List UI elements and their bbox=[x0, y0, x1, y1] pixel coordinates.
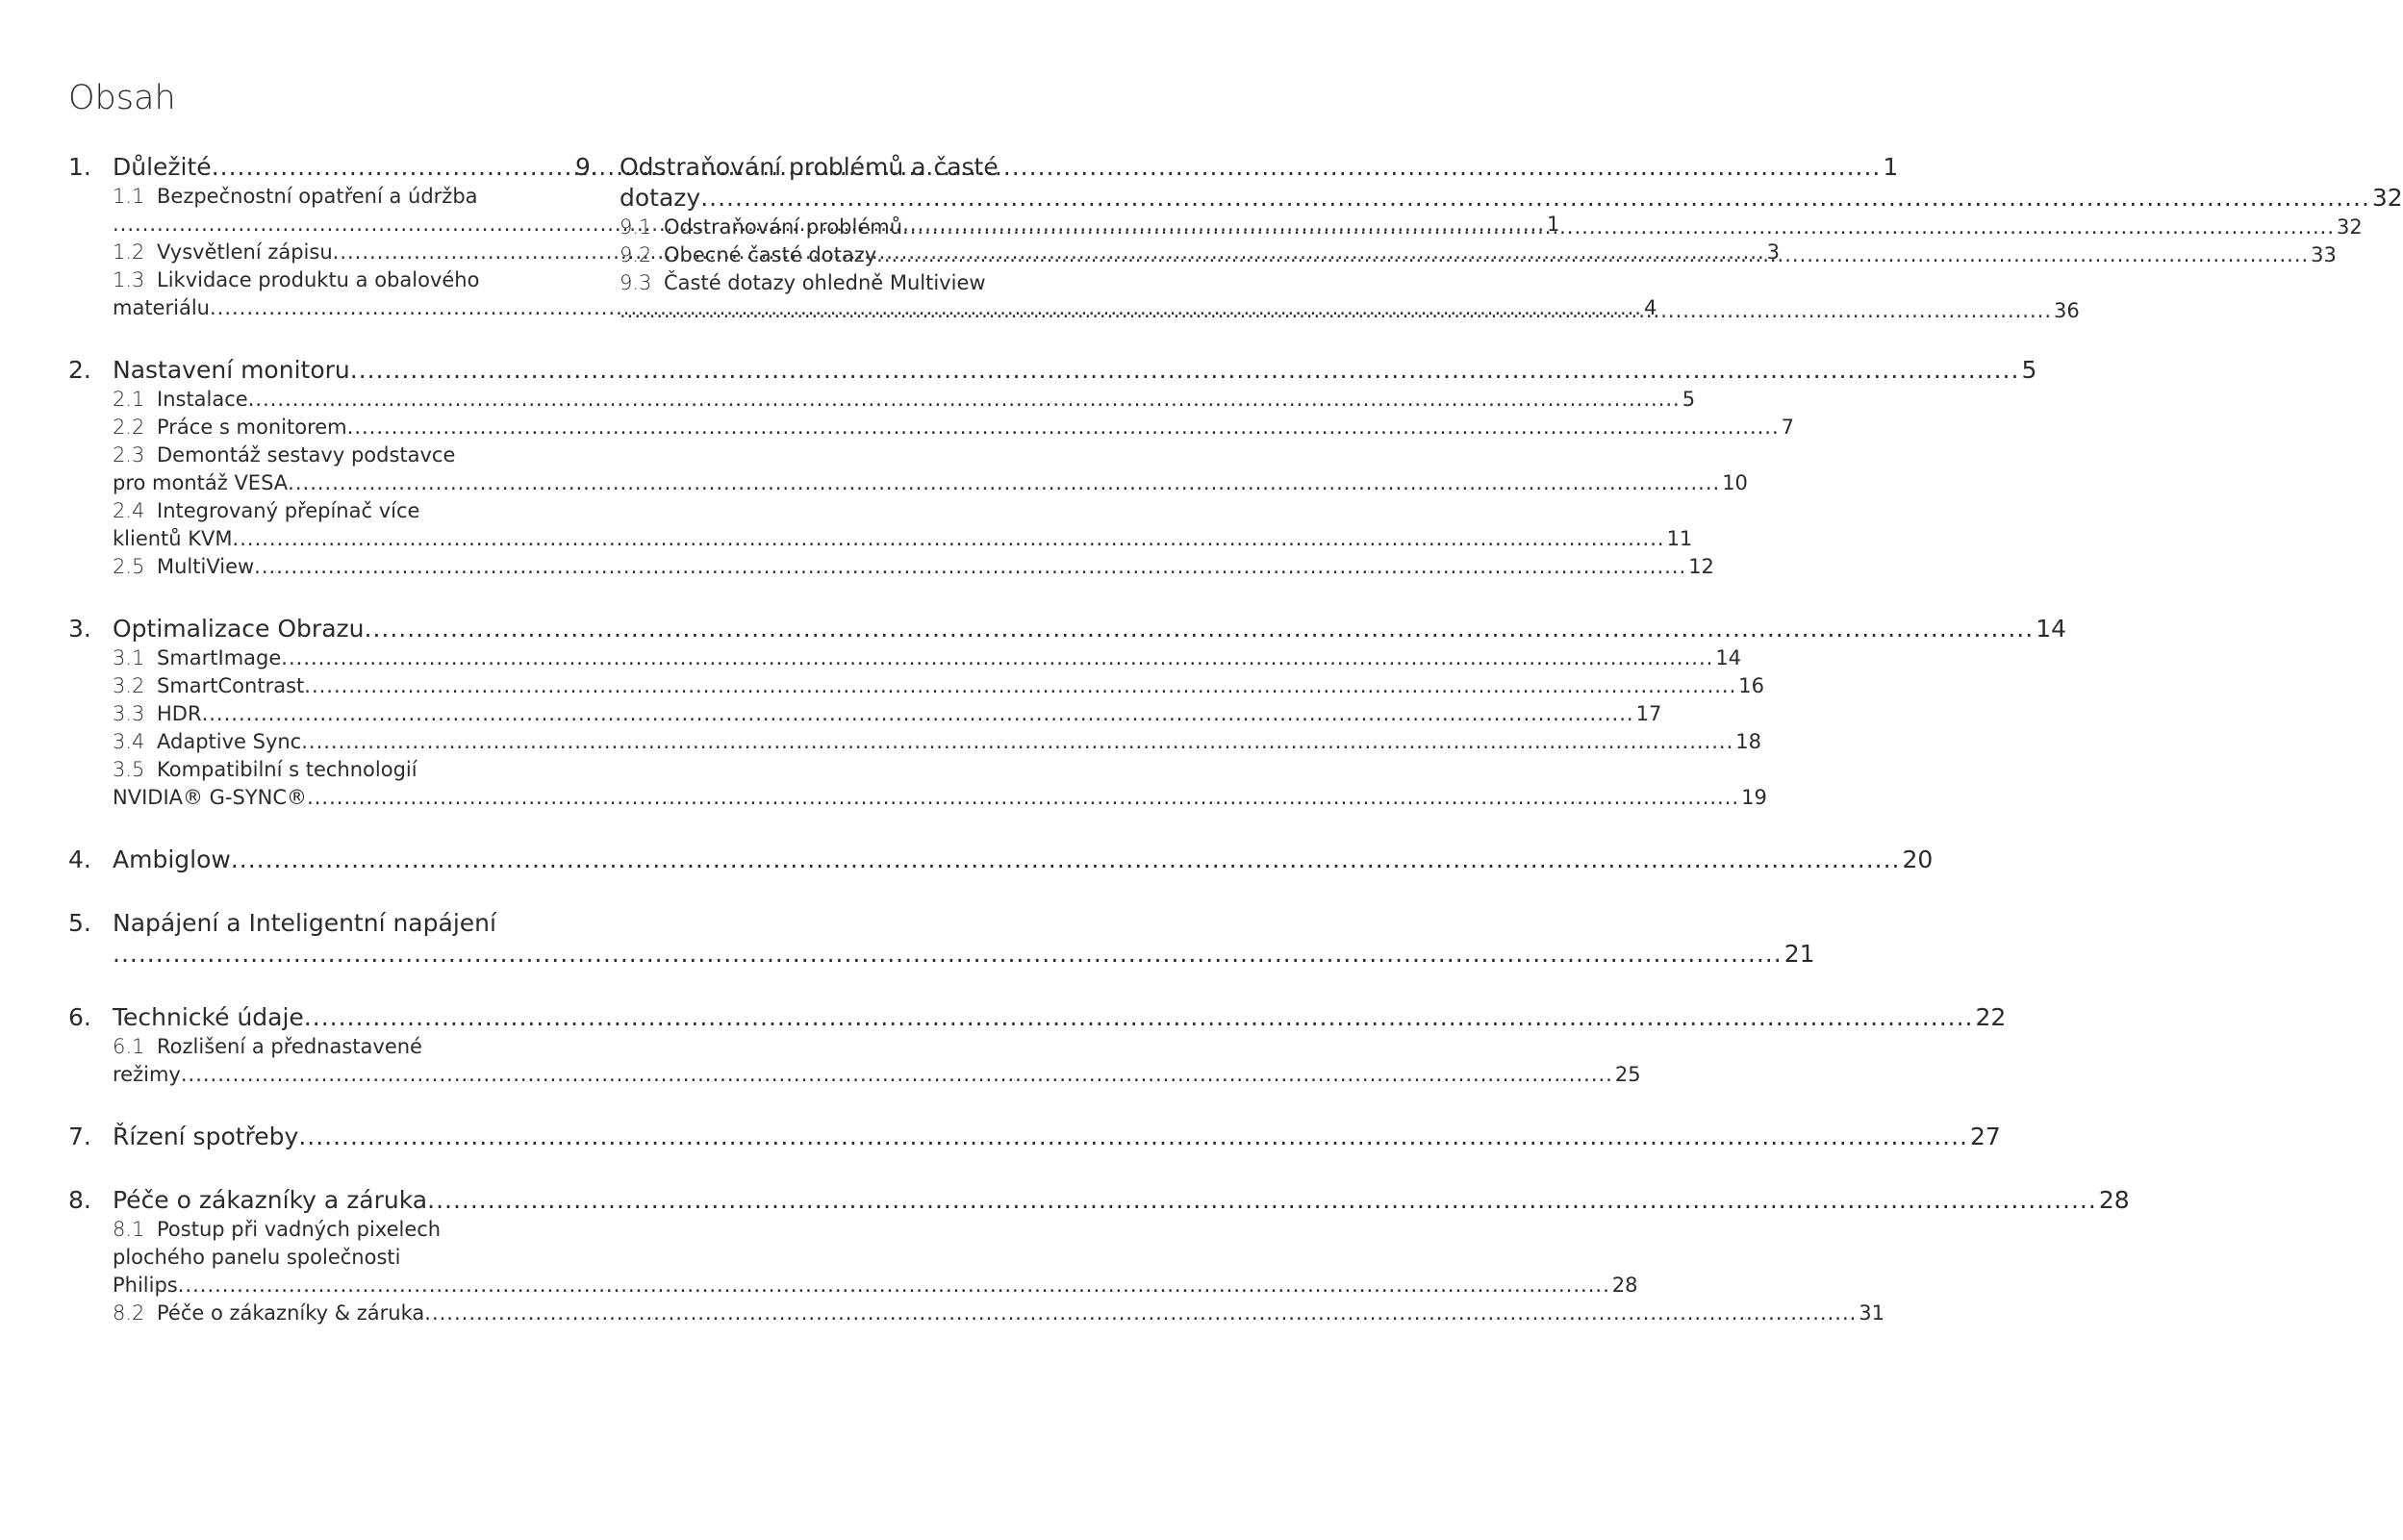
toc-subsection-entry[interactable] bbox=[68, 1272, 1638, 1300]
chapter-title: Důležité bbox=[113, 153, 212, 181]
chapter-number: 5. bbox=[68, 909, 91, 937]
subsection-title: Postup při vadných pixelech bbox=[157, 1218, 442, 1241]
toc-section bbox=[68, 1185, 2130, 1327]
subsection-number: 3.1 bbox=[113, 646, 145, 669]
toc-subsection-entry[interactable] bbox=[68, 183, 509, 211]
toc-subsection-entry[interactable] bbox=[575, 269, 1016, 297]
subsection-page-number: 17 bbox=[1635, 702, 1662, 725]
chapter-number: 3. bbox=[68, 615, 91, 643]
toc-chapter-entry[interactable] bbox=[575, 152, 1016, 183]
dot-leader bbox=[301, 728, 1733, 756]
subsection-number: 3.4 bbox=[113, 730, 145, 753]
dot-leader bbox=[350, 355, 2020, 386]
toc-subsection-entry[interactable] bbox=[68, 497, 509, 525]
chapter-title: Péče o zákazníky a záruka bbox=[113, 1186, 428, 1214]
toc-chapter-entry-continued[interactable] bbox=[68, 939, 1815, 970]
toc-subsection-entry[interactable] bbox=[68, 294, 1657, 322]
subsection-title: Časté dotazy ohledně Multiview bbox=[664, 271, 986, 294]
subsection-number: 8.1 bbox=[113, 1218, 145, 1241]
subsection-title: Péče o zákazníky & záruka bbox=[157, 1301, 425, 1325]
chapter-title: Řízení spotřeby bbox=[113, 1123, 299, 1150]
toc-subsection-entry[interactable] bbox=[68, 525, 1693, 553]
subsection-page-number: 5 bbox=[1682, 388, 1696, 411]
toc-subsection-entry[interactable] bbox=[575, 241, 2337, 269]
subsection-page-number: 12 bbox=[1688, 555, 1714, 578]
subsection-page-number: 25 bbox=[1614, 1063, 1641, 1086]
subsection-title: Philips bbox=[113, 1274, 178, 1297]
toc-subsection-entry[interactable] bbox=[68, 700, 1662, 728]
subsection-title: MultiView bbox=[157, 555, 255, 578]
toc-subsection-entry[interactable] bbox=[68, 469, 1748, 497]
dot-leader bbox=[233, 525, 1665, 553]
toc-chapter-entry[interactable] bbox=[68, 908, 509, 939]
chapter-page-number: 22 bbox=[1975, 1003, 2007, 1031]
toc-subsection-entry[interactable] bbox=[575, 214, 2363, 241]
subsection-title: Bezpečnostní opatření a údržba bbox=[157, 185, 478, 208]
subsection-page-number: 4 bbox=[1643, 296, 1657, 319]
toc-subsection-entry[interactable] bbox=[68, 414, 1795, 442]
dot-leader bbox=[424, 1300, 1857, 1327]
dot-leader bbox=[902, 214, 2335, 241]
chapter-title: Odstraňování problémů a časté bbox=[620, 153, 999, 181]
toc-subsection-entry[interactable] bbox=[575, 297, 2080, 325]
subsection-title: NVIDIA® G-SYNC® bbox=[113, 786, 308, 809]
subsection-number: 2.4 bbox=[113, 499, 145, 522]
chapter-number: 4. bbox=[68, 846, 91, 873]
subsection-title: pro montáž VESA bbox=[113, 471, 289, 494]
dot-leader bbox=[254, 553, 1686, 581]
chapter-title: Napájení a Inteligentní napájení bbox=[113, 909, 496, 937]
subsection-number: 3.5 bbox=[113, 758, 145, 781]
subsection-page-number: 18 bbox=[1735, 730, 1761, 753]
toc-subsection-entry[interactable] bbox=[68, 386, 1696, 414]
subsection-number: 1.3 bbox=[113, 268, 145, 291]
dot-leader bbox=[304, 672, 1736, 700]
dot-leader bbox=[202, 700, 1634, 728]
toc-subsection-entry[interactable] bbox=[68, 1033, 509, 1061]
subsection-title: materiálu bbox=[113, 296, 210, 319]
dot-leader bbox=[113, 939, 1783, 970]
subsection-title: režimy bbox=[113, 1063, 181, 1086]
chapter-page-number: 27 bbox=[1970, 1123, 2001, 1150]
page-title: Obsah bbox=[68, 79, 176, 117]
toc-subsection-entry[interactable] bbox=[68, 442, 509, 469]
subsection-title: Kompatibilní s technologií bbox=[157, 758, 417, 781]
toc-subsection-entry[interactable] bbox=[68, 1216, 509, 1244]
subsection-title: Vysvětlení zápisu bbox=[157, 240, 333, 264]
subsection-title: Adaptive Sync bbox=[157, 730, 302, 753]
chapter-title: Optimalizace Obrazu bbox=[113, 615, 365, 643]
chapter-number: 7. bbox=[68, 1123, 91, 1150]
subsection-page-number: 3 bbox=[1766, 240, 1781, 264]
dot-leader bbox=[288, 469, 1720, 497]
dot-leader bbox=[212, 152, 1882, 183]
chapter-title: Nastavení monitoru bbox=[113, 356, 350, 384]
subsection-title: Likvidace produktu a obalového bbox=[157, 268, 480, 291]
toc-subsection-entry[interactable] bbox=[68, 1061, 1641, 1089]
subsection-number: 9.2 bbox=[620, 243, 652, 266]
subsection-page-number: 10 bbox=[1722, 471, 1748, 494]
toc-subsection-entry[interactable] bbox=[68, 644, 1742, 672]
toc-section bbox=[68, 1122, 2001, 1152]
subsection-number: 2.1 bbox=[113, 388, 145, 411]
subsection-page-number: 32 bbox=[2337, 215, 2363, 239]
subsection-page-number: 28 bbox=[1611, 1274, 1638, 1297]
subsection-title: Odstraňování problémů bbox=[664, 215, 903, 239]
chapter-page-number: 5 bbox=[2021, 356, 2037, 384]
dot-leader bbox=[347, 414, 1780, 442]
chapter-number: 6. bbox=[68, 1003, 91, 1031]
subsection-number: 2.2 bbox=[113, 416, 145, 439]
toc-subsection-entry[interactable] bbox=[68, 1244, 509, 1272]
toc-subsection-entry[interactable] bbox=[68, 266, 509, 294]
subsection-title: SmartContrast bbox=[157, 674, 305, 697]
dot-leader bbox=[178, 1272, 1610, 1300]
chapter-title: Technické údaje bbox=[113, 1003, 304, 1031]
toc-subsection-entry[interactable] bbox=[68, 756, 509, 784]
dot-leader bbox=[231, 845, 1901, 875]
chapter-page-number: 28 bbox=[2098, 1186, 2130, 1214]
subsection-page-number: 11 bbox=[1666, 527, 1693, 550]
chapter-page-number: 20 bbox=[1902, 846, 1934, 873]
subsection-number: 1.2 bbox=[113, 240, 145, 264]
chapter-page-number: 1 bbox=[1883, 153, 1899, 181]
chapter-number: 2. bbox=[68, 356, 91, 384]
chapter-number: 9. bbox=[575, 153, 598, 181]
dot-leader bbox=[876, 241, 2309, 269]
subsection-number: 2.5 bbox=[113, 555, 145, 578]
subsection-page-number: 36 bbox=[2054, 299, 2080, 322]
chapter-number: 1. bbox=[68, 153, 91, 181]
subsection-title: klientů KVM bbox=[113, 527, 233, 550]
subsection-page-number: 33 bbox=[2311, 243, 2337, 266]
subsection-page-number: 7 bbox=[1781, 416, 1795, 439]
toc-right-column bbox=[575, 152, 2403, 358]
dot-leader bbox=[700, 183, 2370, 214]
subsection-page-number: 31 bbox=[1859, 1301, 1885, 1325]
subsection-title: SmartImage bbox=[157, 646, 282, 669]
dot-leader bbox=[620, 297, 2052, 325]
chapter-number: 8. bbox=[68, 1186, 91, 1214]
subsection-title: Instalace bbox=[157, 388, 248, 411]
subsection-page-number: 14 bbox=[1715, 646, 1742, 669]
subsection-number: 6.1 bbox=[113, 1035, 145, 1058]
subsection-title: plochého panelu společnosti bbox=[113, 1246, 401, 1269]
toc-subsection-entry[interactable] bbox=[68, 553, 1714, 581]
toc-section bbox=[68, 1002, 2007, 1089]
toc-subsection-entry[interactable] bbox=[68, 672, 1765, 700]
dot-leader bbox=[307, 784, 1739, 812]
subsection-number: 3.2 bbox=[113, 674, 145, 697]
toc-chapter-entry[interactable] bbox=[68, 845, 1934, 875]
chapter-page-number: 21 bbox=[1783, 940, 1815, 968]
toc-chapter-entry[interactable] bbox=[68, 1122, 2001, 1152]
toc-section bbox=[575, 152, 2403, 325]
subsection-title: Práce s monitorem bbox=[157, 416, 347, 439]
dot-leader bbox=[427, 1185, 2097, 1216]
subsection-number: 8.2 bbox=[113, 1301, 145, 1325]
subsection-page-number: 19 bbox=[1741, 786, 1767, 809]
toc-chapter-entry[interactable] bbox=[68, 355, 2037, 386]
toc-subsection-entry[interactable] bbox=[68, 1300, 1885, 1327]
dot-leader bbox=[304, 1002, 1974, 1033]
toc-chapter-entry-continued[interactable] bbox=[575, 183, 2403, 214]
subsection-title: Rozlišení a přednastavené bbox=[157, 1035, 422, 1058]
subsection-number: 1.1 bbox=[113, 185, 145, 208]
subsection-title: HDR bbox=[157, 702, 202, 725]
chapter-title-continued: dotazy bbox=[620, 184, 701, 212]
subsection-number: 2.3 bbox=[113, 443, 145, 467]
subsection-number: 3.3 bbox=[113, 702, 145, 725]
subsection-title: Integrovaný přepínač více bbox=[157, 499, 420, 522]
chapter-title: Ambiglow bbox=[113, 846, 231, 873]
dot-leader bbox=[248, 386, 1681, 414]
chapter-page-number: 32 bbox=[2371, 184, 2403, 212]
toc-section bbox=[68, 845, 1934, 875]
toc-section bbox=[68, 355, 2037, 581]
subsection-title: Demontáž sestavy podstavce bbox=[157, 443, 456, 467]
subsection-title: Obecné časté dotazy bbox=[664, 243, 877, 266]
toc-chapter-entry[interactable] bbox=[68, 614, 2066, 644]
toc-subsection-entry[interactable] bbox=[68, 728, 1761, 756]
toc-subsection-entry[interactable] bbox=[68, 784, 1767, 812]
dot-leader bbox=[281, 644, 1713, 672]
dot-leader bbox=[181, 1061, 1613, 1089]
toc-section bbox=[68, 908, 1815, 970]
toc-chapter-entry[interactable] bbox=[68, 1185, 2130, 1216]
dot-leader bbox=[365, 614, 2035, 644]
toc-chapter-entry[interactable] bbox=[68, 1002, 2007, 1033]
subsection-page-number: 1 bbox=[1547, 213, 1560, 236]
subsection-page-number: 16 bbox=[1738, 674, 1765, 697]
toc-section bbox=[68, 614, 2066, 812]
dot-leader bbox=[298, 1122, 1968, 1152]
subsection-number: 9.3 bbox=[620, 271, 652, 294]
subsection-number: 9.1 bbox=[620, 215, 652, 239]
chapter-page-number: 14 bbox=[2036, 615, 2066, 643]
